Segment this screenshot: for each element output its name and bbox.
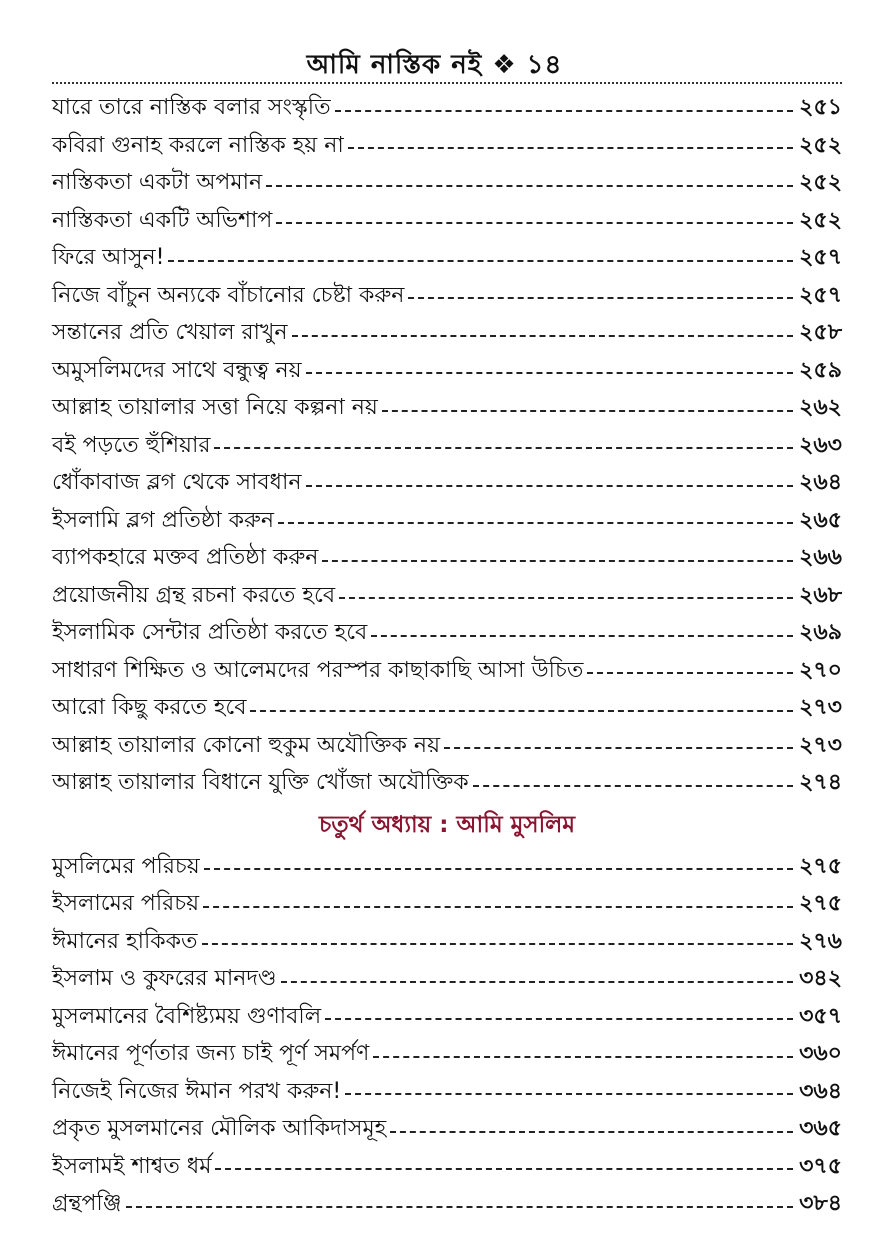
dot-leader <box>202 943 794 945</box>
toc-entry-page: ২৬৩ <box>799 432 842 458</box>
toc-entry-page: ৩৮৪ <box>799 1191 842 1217</box>
table-of-contents <box>52 90 842 1224</box>
toc-entry-page: ২৫২ <box>799 207 842 233</box>
header-divider <box>52 82 842 84</box>
toc-entry-title: আরো কিছু করতে হবে <box>52 695 247 721</box>
toc-entry-title: প্রয়োজনীয় গ্রন্থ রচনা করতে হবে <box>52 582 336 608</box>
toc-entry-page: ২৭৫ <box>799 891 842 917</box>
toc-entry-page: ৩৫৭ <box>799 1003 842 1029</box>
dot-leader <box>214 447 793 449</box>
dot-leader <box>266 185 793 187</box>
dot-leader <box>587 672 793 674</box>
toc-entry-title: মুসলমানের বৈশিষ্ট্যময় গুণাবলি <box>52 1003 322 1029</box>
toc-entry-title: ঈমানের হাকিকত <box>52 928 198 954</box>
toc-entry-title: ইসলামি ব্লগ প্রতিষ্ঠা করুন <box>52 507 274 533</box>
toc-entry <box>52 315 842 353</box>
dot-leader <box>371 635 793 637</box>
toc-entry-page: ২৫৯ <box>799 357 842 383</box>
dot-leader <box>339 597 793 599</box>
dot-leader <box>306 485 794 487</box>
toc-entry-page: ২৬৮ <box>799 582 842 608</box>
toc-entry <box>52 240 842 278</box>
toc-entry-page: ২৫১ <box>799 95 842 121</box>
dot-leader <box>215 1168 793 1170</box>
dot-leader <box>204 868 793 870</box>
dot-leader <box>473 785 794 787</box>
toc-entry <box>52 999 842 1037</box>
toc-entry <box>52 503 842 541</box>
toc-entry-title: নিজেই নিজের ঈমান পরখ করুন! <box>52 1078 342 1104</box>
toc-entry-page: ২৬৫ <box>799 507 842 533</box>
toc-entry-title: আল্লাহ তায়ালার সত্তা নিয়ে কল্পনা নয় <box>52 395 378 421</box>
toc-entry-page: ২৭৫ <box>799 853 842 879</box>
toc-section-chapter-3 <box>52 90 842 803</box>
dot-leader <box>126 1206 794 1208</box>
toc-entry-page: ২৫২ <box>799 132 842 158</box>
toc-entry-title: ব্যাপকহারে মক্তব প্রতিষ্ঠা করুন <box>52 545 319 571</box>
toc-entry <box>52 465 842 503</box>
toc-entry <box>52 203 842 241</box>
dot-leader <box>322 560 793 562</box>
toc-entry-title: নাস্তিকতা একটা অপমান <box>52 170 263 196</box>
toc-entry-title: প্রকৃত মুসলমানের মৌলিক আকিদাসমূহ <box>52 1116 387 1142</box>
toc-entry-page: ২৫৭ <box>799 245 842 271</box>
dot-leader <box>382 410 793 412</box>
dot-leader <box>203 906 793 908</box>
dot-leader <box>276 222 793 224</box>
toc-entry-title: নাস্তিকতা একটি অভিশাপ <box>52 207 273 233</box>
toc-entry-page: ২৬৪ <box>799 470 842 496</box>
toc-entry <box>52 278 842 316</box>
toc-entry-page: ২৫৭ <box>799 282 842 308</box>
toc-entry-page: ২৭৬ <box>799 928 842 954</box>
toc-entry-title: মুসলিমের পরিচয় <box>52 853 200 879</box>
toc-entry-page: ৩৬৪ <box>799 1078 842 1104</box>
toc-entry-title: যারে তারে নাস্তিক বলার সংস্কৃতি <box>52 95 331 121</box>
toc-entry-page: ২৭৩ <box>799 695 842 721</box>
toc-entry <box>52 924 842 962</box>
toc-entry-title: নিজে বাঁচুন অন্যকে বাঁচানোর চেষ্টা করুন <box>52 282 405 308</box>
toc-entry <box>52 1111 842 1149</box>
toc-entry <box>52 849 842 887</box>
dot-leader <box>348 147 793 149</box>
toc-entry <box>52 961 842 999</box>
toc-entry-page: ২৬৬ <box>799 545 842 571</box>
toc-entry-page: ২৬২ <box>799 395 842 421</box>
dot-leader <box>168 260 793 262</box>
toc-entry <box>52 1074 842 1112</box>
toc-entry-title: আল্লাহ তায়ালার বিধানে যুক্তি খোঁজা অযৌক্তিক <box>52 770 469 796</box>
toc-entry-title: সাধারণ শিক্ষিত ও আলেমদের পরস্পর কাছাকাছি আসা উচিত <box>52 657 584 683</box>
toc-entry-page: ২৫৮ <box>799 320 842 346</box>
chapter-heading: চতুর্থ অধ্যায় : আমি মুসলিম <box>318 812 576 838</box>
toc-entry <box>52 578 842 616</box>
toc-entry <box>52 353 842 391</box>
toc-entry <box>52 428 842 466</box>
toc-entry <box>52 1149 842 1187</box>
toc-entry <box>52 690 842 728</box>
toc-entry-page: ৩৭৫ <box>799 1153 842 1179</box>
toc-entry <box>52 165 842 203</box>
toc-entry <box>52 728 842 766</box>
toc-entry-page: ২৫২ <box>799 170 842 196</box>
dot-leader <box>373 1056 793 1058</box>
toc-entry <box>52 128 842 166</box>
toc-entry-page: ৩৬৫ <box>799 1116 842 1142</box>
toc-entry-title: ইসলামিক সেন্টার প্রতিষ্ঠা করতে হবে <box>52 620 368 646</box>
toc-entry <box>52 886 842 924</box>
toc-entry-title: কবিরা গুনাহ করলে নাস্তিক হয় না <box>52 132 344 158</box>
toc-entry <box>52 1186 842 1224</box>
dot-leader <box>250 710 793 712</box>
toc-entry-title: গ্রন্থপঞ্জি <box>52 1191 122 1217</box>
dot-leader <box>390 1131 793 1133</box>
toc-entry-page: ২৭৪ <box>799 770 842 796</box>
toc-entry <box>52 615 842 653</box>
toc-entry-title: ইসলাম ও কুফরের মানদণ্ড <box>52 966 277 992</box>
toc-entry-title: অমুসলিমদের সাথে বন্ধুত্ব নয় <box>52 357 302 383</box>
toc-entry <box>52 90 842 128</box>
dot-leader <box>335 110 794 112</box>
toc-entry-title: বই পড়তে হুঁশিয়ার <box>52 432 211 458</box>
dot-leader <box>444 747 793 749</box>
toc-entry-page: ৩৬০ <box>799 1041 842 1067</box>
toc-entry-title: ঈমানের পূর্ণতার জন্য চাই পূর্ণ সমর্পণ <box>52 1041 370 1067</box>
dot-leader <box>281 981 794 983</box>
toc-entry-page: ৩৪২ <box>799 966 842 992</box>
dot-leader <box>278 522 793 524</box>
dot-leader <box>292 335 794 337</box>
page-number: ১৪ <box>526 50 563 80</box>
toc-entry <box>52 653 842 691</box>
book-title: আমি নাস্তিক নই <box>306 50 483 80</box>
toc-entry-title: ইসলামই শাশ্বত ধর্ম <box>52 1153 212 1179</box>
toc-entry-title: ধোঁকাবাজ ব্লগ থেকে সাবধান <box>52 470 302 496</box>
dot-leader <box>325 1018 793 1020</box>
toc-entry <box>52 540 842 578</box>
toc-entry-title: ফিরে আসুন! <box>52 245 165 271</box>
toc-entry <box>52 1036 842 1074</box>
toc-entry-title: ইসলামের পরিচয় <box>52 891 200 917</box>
toc-entry <box>52 390 842 428</box>
toc-entry-title: সন্তানের প্রতি খেয়াল রাখুন <box>52 320 288 346</box>
toc-entry <box>52 765 842 803</box>
dot-leader <box>306 372 794 374</box>
toc-section-chapter-4 <box>52 849 842 1224</box>
dot-leader <box>345 1093 793 1095</box>
toc-entry-page: ২৭০ <box>799 657 842 683</box>
toc-entry-page: ২৭৩ <box>799 732 842 758</box>
diamond-ornament-icon: ❖ <box>492 50 517 80</box>
toc-entry-page: ২৬৯ <box>799 620 842 646</box>
dot-leader <box>408 297 793 299</box>
toc-entry-title: আল্লাহ তায়ালার কোনো হুকুম অযৌক্তিক নয় <box>52 732 441 758</box>
